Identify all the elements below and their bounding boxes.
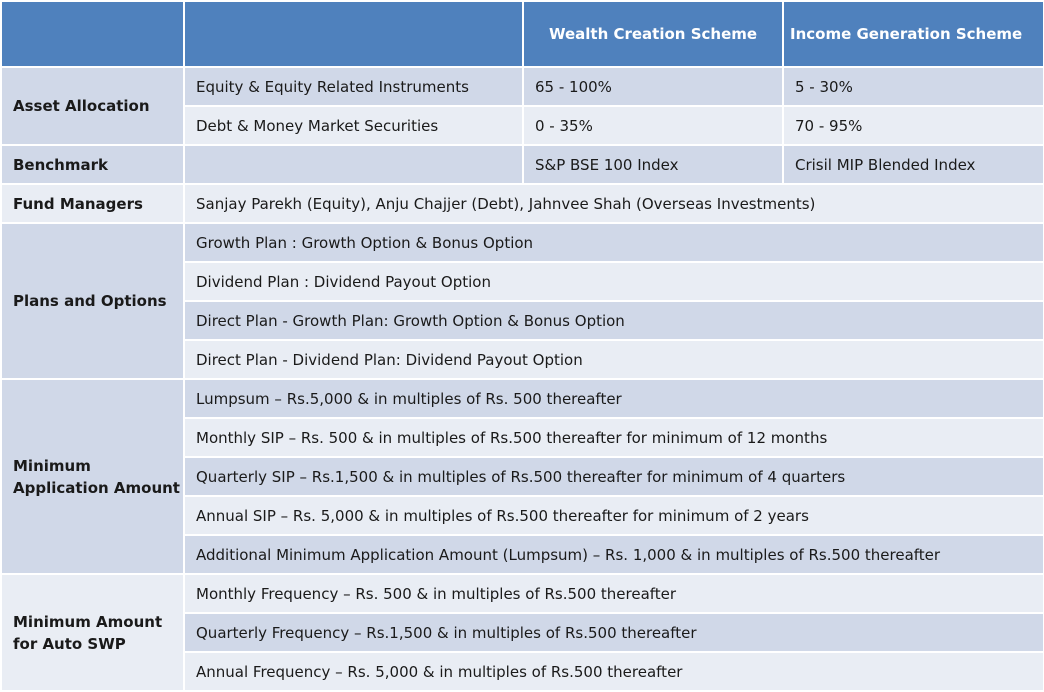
min-swp-label-line1: Minimum Amount — [13, 612, 163, 631]
min-swp-item: Annual Frequency – Rs. 5,000 & in multiples of Rs.500 thereafter — [184, 652, 1044, 691]
min-swp-item: Monthly Frequency – Rs. 500 & in multiples of Rs.500 thereafter — [184, 574, 1044, 613]
min-swp-item: Quarterly Frequency – Rs.1,500 & in multiples of Rs.500 thereafter — [184, 613, 1044, 652]
asset-income-value: 70 - 95% — [783, 106, 1044, 145]
table-row — [1, 379, 1044, 418]
row-label-fund-managers: Fund Managers — [1, 184, 184, 223]
asset-wealth-value: 0 - 35% — [523, 106, 783, 145]
table-row — [1, 67, 1044, 106]
header-row — [1, 1, 1044, 67]
header-cell-empty-1 — [1, 1, 184, 67]
benchmark-income-value: Crisil MIP Blended Index — [783, 145, 1044, 184]
row-label-min-application — [1, 379, 184, 574]
min-swp-label-line2: for Auto SWP — [13, 634, 126, 653]
row-label-benchmark: Benchmark — [1, 145, 184, 184]
plan-option-item: Growth Plan : Growth Option & Bonus Option — [184, 223, 1044, 262]
asset-income-value: 5 - 30% — [783, 67, 1044, 106]
table-row — [1, 145, 1044, 184]
header-income-generation: Income Generation Scheme — [783, 1, 1044, 67]
plan-option-item: Direct Plan - Dividend Plan: Dividend Payout Option — [184, 340, 1044, 379]
benchmark-item — [184, 145, 523, 184]
min-application-item: Additional Minimum Application Amount (Lumpsum) – Rs. 1,000 & in multiples of Rs.500 thereafter — [184, 535, 1044, 574]
benchmark-wealth-value: S&P BSE 100 Index — [523, 145, 783, 184]
table-row — [1, 184, 1044, 223]
min-application-item: Quarterly SIP – Rs.1,500 & in multiples of Rs.500 thereafter for minimum of 4 quarters — [184, 457, 1044, 496]
min-application-item: Lumpsum – Rs.5,000 & in multiples of Rs. 500 thereafter — [184, 379, 1044, 418]
fund-managers-value: Sanjay Parekh (Equity), Anju Chajjer (Debt), Jahnvee Shah (Overseas Investments) — [184, 184, 1044, 223]
plan-option-item: Direct Plan - Growth Plan: Growth Option & Bonus Option — [184, 301, 1044, 340]
row-label-asset-allocation: Asset Allocation — [1, 67, 184, 145]
row-label-plans-options: Plans and Options — [1, 223, 184, 379]
min-application-item: Monthly SIP – Rs. 500 & in multiples of Rs.500 thereafter for minimum of 12 months — [184, 418, 1044, 457]
asset-item: Debt & Money Market Securities — [184, 106, 523, 145]
min-application-label-line1: Minimum — [13, 456, 91, 475]
plan-option-item: Dividend Plan : Dividend Payout Option — [184, 262, 1044, 301]
row-label-min-swp — [1, 574, 184, 691]
header-wealth-creation: Wealth Creation Scheme — [523, 1, 783, 67]
min-application-label-line2: Application Amount — [13, 478, 180, 497]
min-application-item: Annual SIP – Rs. 5,000 & in multiples of Rs.500 thereafter for minimum of 2 years — [184, 496, 1044, 535]
table-row — [1, 574, 1044, 613]
table-row — [1, 223, 1044, 262]
header-cell-empty-2 — [184, 1, 523, 67]
asset-item: Equity & Equity Related Instruments — [184, 67, 523, 106]
asset-wealth-value: 65 - 100% — [523, 67, 783, 106]
